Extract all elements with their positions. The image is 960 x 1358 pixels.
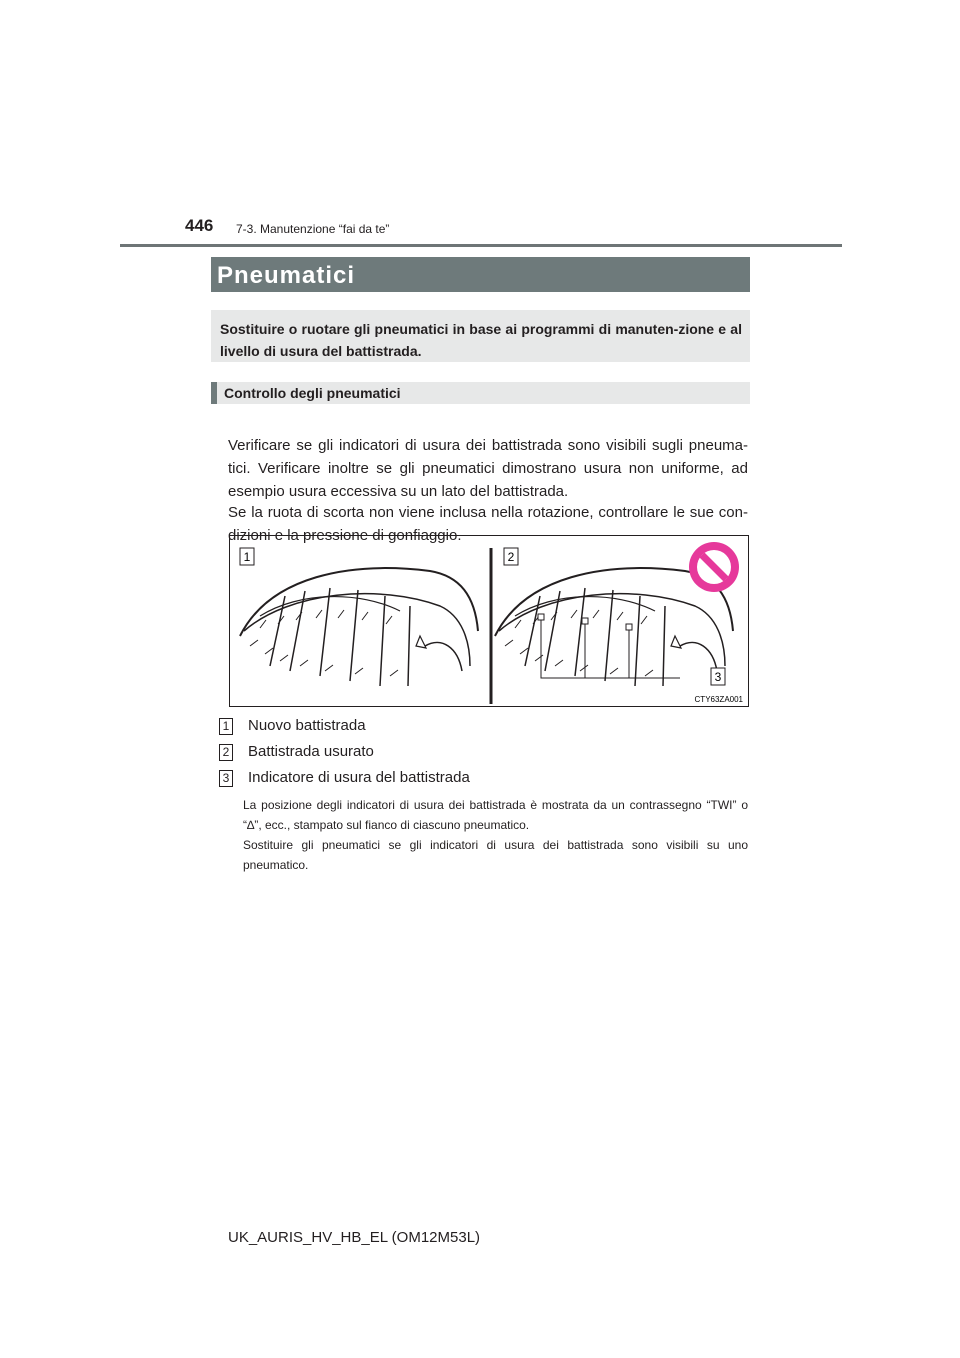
legend-text: Indicatore di usura del battistrada [248,769,470,786]
legend-number: 1 [219,718,233,735]
legend-number: 3 [219,770,233,787]
page-number: 446 [185,216,214,235]
chapter-title: 7-3. Manutenzione “fai da te” [236,222,390,236]
figure-label-2: 2 [507,550,515,564]
tire-figure [229,535,749,707]
legend-item [219,717,366,735]
section-heading: Controllo degli pneumatici [224,385,401,401]
figure-code: CTY63ZA001 [694,695,743,704]
paragraph-2: Se la ruota di scorta non viene inclusa nella rotazione, controllare le sue con-dizioni e la pressione di gonfiaggio. [228,504,748,544]
legend-text: Nuovo battistrada [248,717,366,734]
note-1: La posizione degli indicatori di usura dei battistrada è mostrata da un contrassegno “TWI” o “∆”, ecc., stampato sul fianco di ciascuno pneumatico. [243,798,748,832]
note-2: Sostituire gli pneumatici se gli indicatori di usura dei battistrada sono visibili su uno pneumatico. [243,838,748,872]
legend-number: 2 [219,744,233,761]
figure-label-3: 3 [714,670,722,684]
intro-text: Sostituire o ruotare gli pneumatici in base ai programmi di manuten-zione e al livello di usura del battistrada. [220,321,742,359]
header-rule [120,244,842,247]
legend-item [219,769,470,787]
page-title: Pneumatici [217,262,356,289]
legend-item [219,743,374,761]
footer-code: UK_AURIS_HV_HB_EL (OM12M53L) [228,1229,481,1246]
tire-illustration [230,536,750,708]
figure-label-1: 1 [243,550,251,564]
paragraph-1: Verificare se gli indicatori di usura dei battistrada sono visibili sugli pneuma-tici. Verificare inoltre se gli pneumatici dimostrano usura non uniforme, ad esempio usura eccessiva su un lato del battistrada. [228,437,748,500]
legend-text: Battistrada usurato [248,743,374,760]
section-accent [211,382,217,404]
